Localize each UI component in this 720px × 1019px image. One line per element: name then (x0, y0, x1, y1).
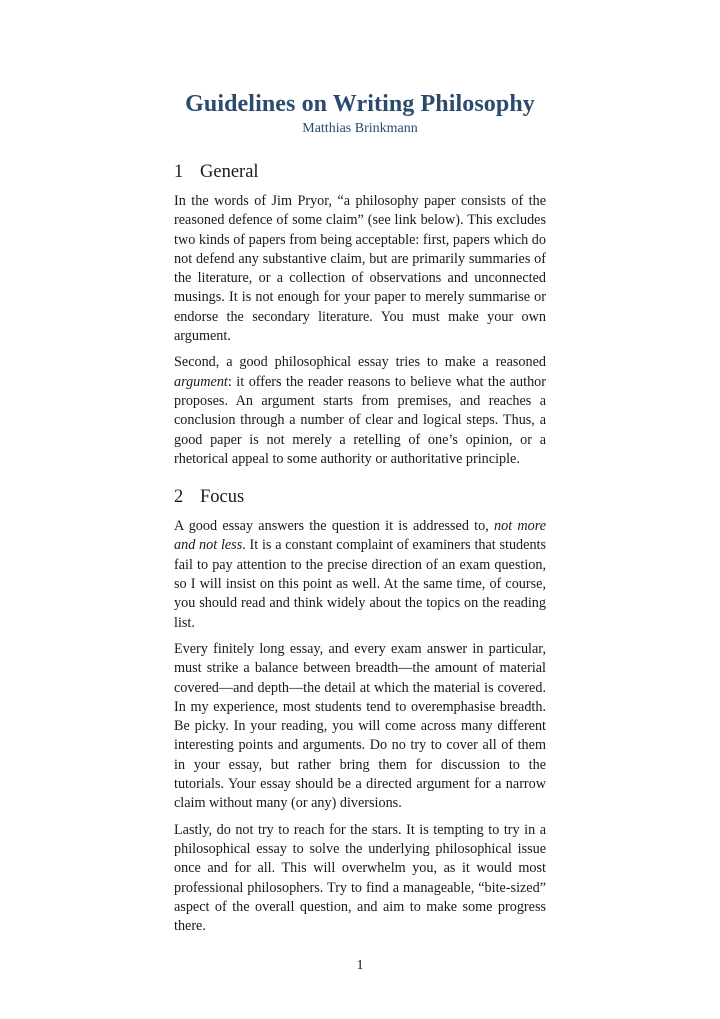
section-heading (174, 485, 546, 509)
paragraph (174, 640, 546, 814)
emphasis-text: not more and not less (174, 518, 547, 554)
section-number: 1 (174, 162, 184, 182)
paragraph (174, 192, 546, 346)
paragraph (174, 821, 546, 937)
text-run: Lastly, do not try to reach for the stars. It is tempting to try in a philosophical essay to solve the underlying philosophical issue once and for all. This will overwhelm you, as it would most professional philosophers. Try to find a manageable, “bite-sized” aspect of the overall question, and aim to make some progress there. (174, 821, 546, 935)
paragraph (174, 353, 546, 469)
text-run: In the words of Jim Pryor, “a philosophy paper consists of the reasoned defence of some claim” (see link below). This excludes two kinds of papers from being acceptable: first, papers which do not defend any substantive claim, but are primarily summaries of the literature, or a collection of observations and unconnected musings. It is not enough for your paper to merely summarise or endorse the secondary literature. You must make your own argument. (174, 193, 546, 345)
section-number: 2 (174, 487, 184, 508)
text-run: : it offers the reader reasons to believe what the author proposes. An argument starts from premises, and reaches a conclusion through a number of clear and logical steps. Thus, a good paper is not merely a retelling of one’s opinion, or a rhetorical appeal to some authority or authoritative principle. (174, 373, 546, 467)
text-run: Second, a good philosophical essay tries to make a reasoned (174, 354, 546, 371)
document-page (174, 88, 546, 952)
section-title: General (200, 162, 259, 182)
document-author: Matthias Brinkmann (302, 121, 418, 136)
section-general (174, 160, 546, 469)
document-title: Guidelines on Writing Philosophy (185, 91, 535, 117)
section-focus (174, 485, 546, 936)
page-number: 1 (356, 958, 364, 973)
text-run: Every finitely long essay, and every exam answer in particular, must strike a balance between breadth—the amount of material covered—and depth—the detail at which the material is covered. In my experience, most students tend to overemphasise breadth. Be picky. In your reading, you will come across many different interesting points and arguments. Do no try to cover all of them in your essay, but rather bring them for discussion to the tutorials. Your essay should be a directed argument for a narrow claim without many (or any) diversions. (174, 640, 546, 812)
text-run: A good essay answers the question it is addressed to, (174, 518, 494, 535)
text-run: . It is a constant complaint of examiners that students fail to pay attention to the precise direction of an exam question, so I will insist on this point as well. At the same time, of course, you should read and think widely about the topics on the reading list. (174, 537, 547, 631)
paragraph (174, 517, 546, 633)
section-title: Focus (200, 487, 245, 508)
section-heading (174, 160, 546, 184)
emphasis-text: argument (174, 373, 228, 390)
